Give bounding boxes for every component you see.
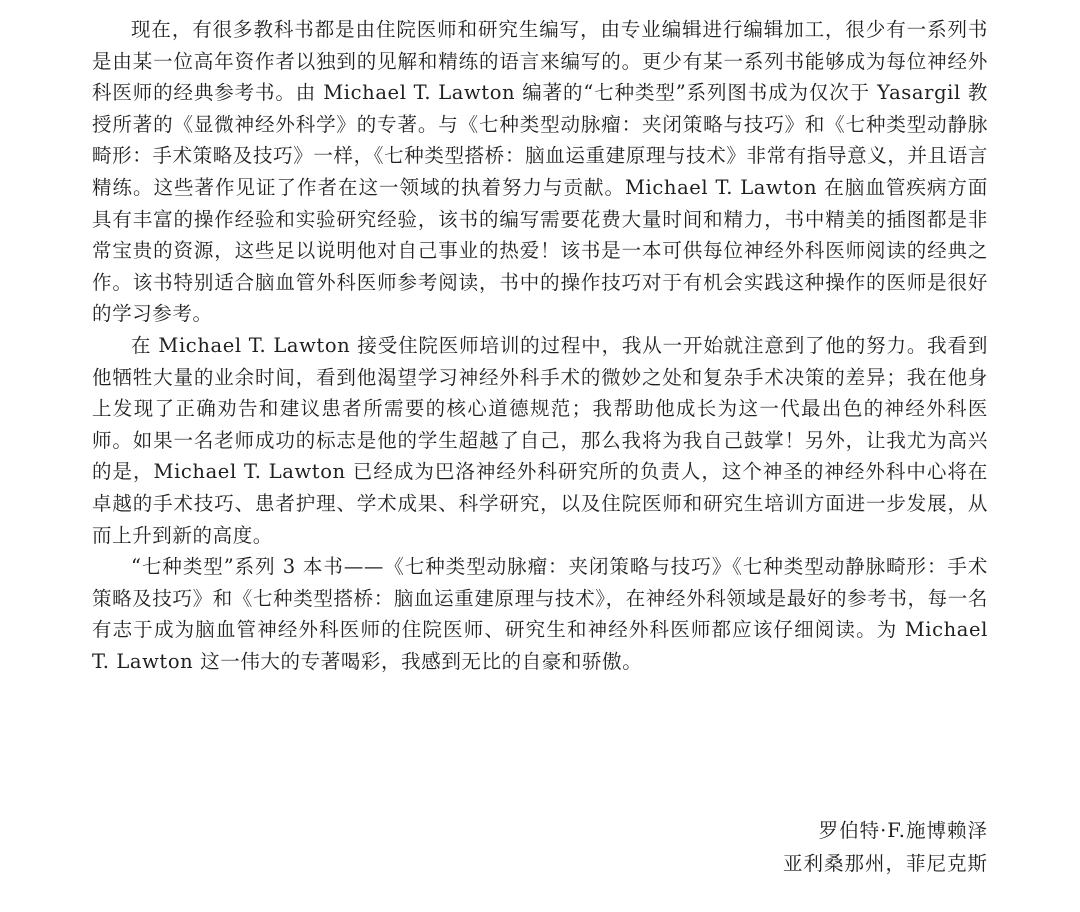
signature-block <box>783 814 988 880</box>
signature-location: 亚利桑那州，菲尼克斯 <box>782 852 988 875</box>
paragraph-2: 在 Michael T. Lawton 接受住院医师培训的过程中，我从一开始就注意到了他的努力。我看到他牺牲大量的业余时间，看到他渴望学习神经外科手术的微妙之处和复杂手术决策的差异；我在他身上发现了正确劝告和建议患者所需要的核心道德规范；我帮助他成长为这一代最出色的神经外科医师。如果一名老师成功的标志是他的学生超越了自己，那么我将为我自己鼓掌！另外，让我尤为高兴的是，Michael T. Lawton 已经成为巴洛神经外科研究所的负责人，这个神圣的神经外科中心将在卓越的手术技巧、患者护理、学术成果、科学研究，以及住院医师和研究生培训方面进一步发展，从而上升到新的高度。 <box>92 333 988 547</box>
signature-name: 罗伯特·F.施博赖泽 <box>818 819 988 842</box>
paragraph-1: 现在，有很多教科书都是由住院医师和研究生编写，由专业编辑进行编辑加工，很少有一系列书是由某一位高年资作者以独到的见解和精练的语言来编写的。更少有某一系列书能够成为每位神经外科医师的经典参考书。由 Michael T. Lawton 编著的“七种类型”系列图书成为仅次于 Yasargil 教授所著的《显微神经外科学》的专著。与《七种类型动脉瘤：夹闭策略与技巧》和《七种类型动静脉畸形：手术策略及技巧》一样，《七种类型搭桥：脑血运重建原理与技术》非常有指导意义，并且语言精练。这些著作见证了作者在这一领域的执着努力与贡献。Michael T. Lawton 在脑血管疾病方面具有丰富的操作经验和实验研究经验，该书的编写需要花费大量时间和精力，书中精美的插图都是非常宝贵的资源，这些足以说明他对自己事业的热爱！该书是一本可供每位神经外科医师阅读的经典之作。该书特别适合脑血管外科医师参考阅读，书中的操作技巧对于有机会实践这种操作的医师是很好的学习参考。 <box>92 18 988 326</box>
paragraph-3: “七种类型”系列 3 本书——《七种类型动脉瘤：夹闭策略与技巧》《七种类型动静脉畸形：手术策略及技巧》和《七种类型搭桥：脑血运重建原理与技术》，在神经外科领域是最好的参考书，每一名有志于成为脑血管神经外科医师的住院医师、研究生和神经外科医师都应该仔细阅读。为 Michael T. Lawton 这一伟大的专著喝彩，我感到无比的自豪和骄傲。 <box>92 555 988 673</box>
